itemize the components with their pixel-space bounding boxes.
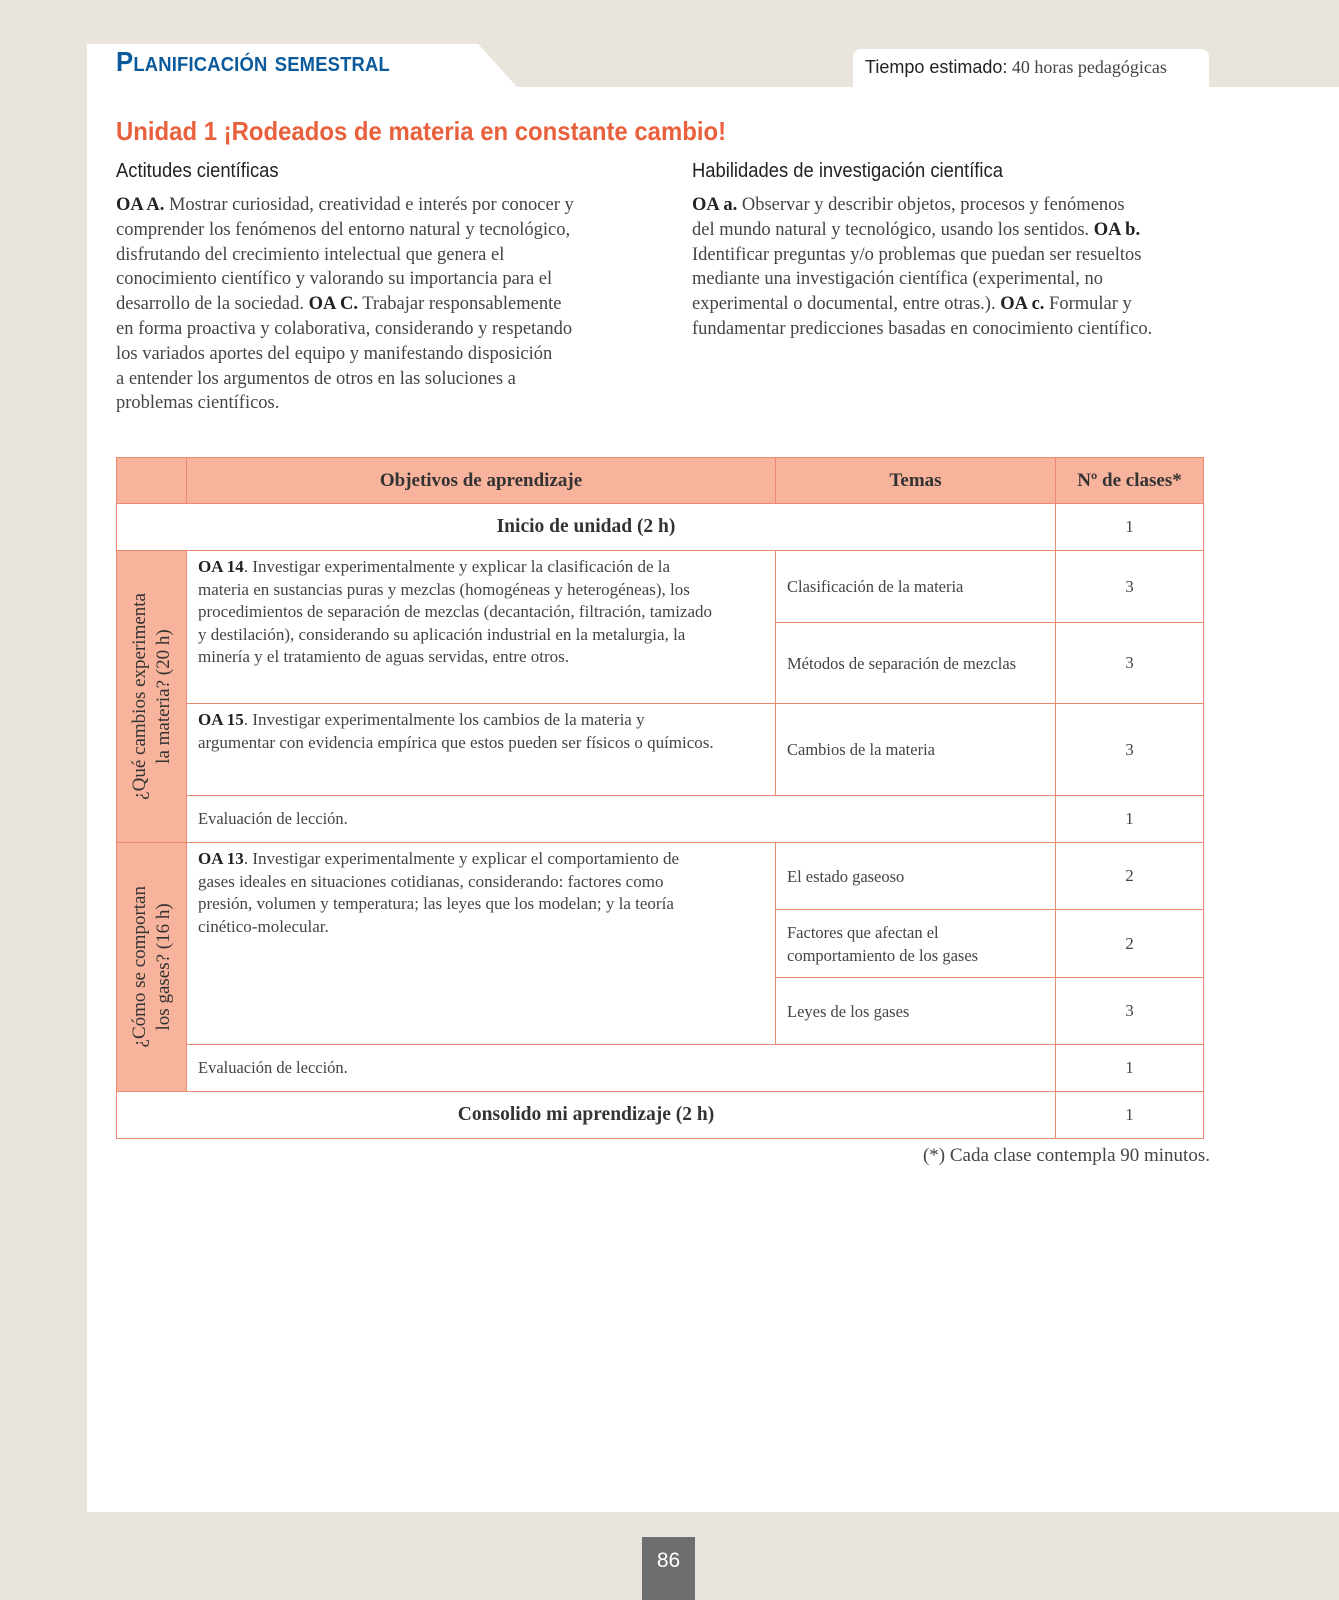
skills-line (692, 294, 1132, 314)
topic-gas-laws: Leyes de los gases (776, 978, 1056, 1045)
attitudes-line (116, 294, 561, 314)
oa15-description: OA 15. Investigar experimentalmente los cambios de la materia y argumentar con evidencia empírica que estos pueden ser físicos o químicos. (187, 704, 776, 796)
topic-separation-methods: Métodos de separación de mezclas (776, 623, 1056, 704)
topic-separation-methods-classes: 3 (1056, 623, 1204, 704)
attitudes-oa-code: OA C. (308, 294, 358, 315)
attitudes-line (116, 344, 552, 364)
attitudes-text-segment: comprender los fenómenos del entorno natural y tecnológico, (116, 219, 571, 240)
skills-line (692, 319, 1152, 339)
attitudes-text-segment: en forma proactiva y colaborativa, considerando y respetando (116, 318, 573, 339)
unit-start-classes: 1 (1056, 504, 1204, 551)
header-blank-cell (117, 458, 187, 504)
attitudes-text-segment: disfrutando del crecimiento intelectual que genera el (116, 244, 505, 265)
skills-text (692, 193, 1212, 342)
attitudes-line (116, 369, 516, 389)
attitudes-line (116, 319, 572, 339)
topic-gas-factors: Factores que afectan el comportamiento de los gases (776, 910, 1056, 978)
skills-line (692, 220, 1140, 240)
lesson1-side-line1: ¿Qué cambios experimenta (128, 593, 150, 800)
closing-label: Consolido mi aprendizaje (2 h) (117, 1092, 1056, 1139)
estimated-time-value: 40 horas pedagógicas (1011, 57, 1167, 77)
closing-classes: 1 (1056, 1092, 1204, 1139)
lesson1-side-line2: la materia? (20 h) (152, 629, 174, 764)
header-classes: Nº de clases* (1056, 458, 1204, 504)
title-tab-slant (478, 44, 518, 88)
table-footnote: (*) Cada clase contempla 90 minutos. (922, 1145, 1210, 1166)
attitudes-text-segment: a entender los argumentos de otros en las soluciones a (116, 368, 516, 389)
attitudes-oa-code: OA A. (116, 195, 165, 215)
table-row (117, 796, 1204, 843)
topic-gas-laws-classes: 3 (1056, 978, 1204, 1045)
oa14-description: OA 14. Investigar experimentalmente y explicar la clasificación de la materia en sustancias puras y mezclas (homogéneas y heterogéneas), los procedimientos de separación de mezclas (decantación, filtración, tamizado y destilación), considerando su aplicación industrial en la metalurgia, la minería y el tratamiento de aguas servidas, entre otros. (187, 551, 776, 704)
attitudes-text-segment: problemas científicos. (116, 393, 280, 414)
attitudes-text-segment: Trabajar responsablemente (357, 294, 562, 315)
skills-text-segment: fundamentar predicciones basadas en conocimiento científico. (692, 318, 1153, 339)
attitudes-line (116, 220, 570, 240)
topic-gaseous-state: El estado gaseoso (776, 843, 1056, 910)
lesson2-side-line2: los gases? (16 h) (152, 903, 174, 1031)
skills-text-segment: Formular y (1044, 294, 1132, 315)
unit-title: Unidad 1 ¡Rodeados de materia en constante cambio! (116, 116, 727, 146)
planning-table (116, 457, 1204, 1139)
oa15-code: OA 15 (198, 710, 244, 729)
attitudes-text-segment: desarrollo de la sociedad. (116, 294, 309, 315)
skills-text-segment: Identificar preguntas y/o problemas que puedan ser resueltos (692, 244, 1142, 265)
skills-oa-code: OA c. (1000, 294, 1045, 315)
lesson2-evaluation: Evaluación de lección. (187, 1045, 1056, 1092)
page-title: Planificación semestral (116, 46, 390, 77)
table-row (117, 504, 1204, 551)
estimated-time (865, 57, 1167, 78)
table-row (117, 843, 1204, 910)
topic-classification-classes: 3 (1056, 551, 1204, 623)
skills-text-segment: experimental o documental, entre otras.). (692, 294, 1001, 315)
skills-oa-code: OA a. (692, 195, 738, 215)
lesson2-side-label (117, 843, 187, 1092)
lesson2-side-line1: ¿Cómo se comportan (128, 886, 150, 1048)
topic-gaseous-state-classes: 2 (1056, 843, 1204, 910)
attitudes-heading: Actitudes científicas (116, 160, 279, 182)
header-topics: Temas (776, 458, 1056, 504)
lesson1-side-label (117, 551, 187, 843)
header-objectives: Objetivos de aprendizaje (187, 458, 776, 504)
attitudes-text-segment: los variados aportes del equipo y manifestando disposición (116, 343, 553, 364)
topic-classification: Clasificación de la materia (776, 551, 1056, 623)
skills-oa-code: OA b. (1093, 219, 1141, 240)
attitudes-text-segment: Mostrar curiosidad, creatividad e interés por conocer y (164, 195, 574, 215)
lesson1-evaluation-classes: 1 (1056, 796, 1204, 843)
attitudes-line (116, 269, 552, 289)
estimated-time-label: Tiempo estimado: (865, 57, 1008, 77)
attitudes-line (116, 393, 279, 413)
topic-gas-factors-classes: 2 (1056, 910, 1204, 978)
skills-text-segment: Observar y describir objetos, procesos y fenómenos (737, 195, 1125, 215)
table-row (117, 704, 1204, 796)
attitudes-text (116, 193, 656, 416)
topic-matter-changes: Cambios de la materia (776, 704, 1056, 796)
oa13-code: OA 13 (198, 849, 244, 868)
table-row (117, 551, 1204, 623)
unit-start-label: Inicio de unidad (2 h) (117, 504, 1056, 551)
skills-text-segment: mediante una investigación científica (experimental, no (692, 269, 1103, 290)
table-row (117, 1045, 1204, 1092)
attitudes-line (116, 195, 574, 215)
table-row (117, 1092, 1204, 1139)
skills-text-segment: del mundo natural y tecnológico, usando los sentidos. (692, 219, 1094, 240)
skills-heading: Habilidades de investigación científica (692, 160, 1003, 182)
skills-line (692, 195, 1125, 215)
attitudes-text-segment: conocimiento científico y valorando su importancia para el (116, 269, 553, 290)
lesson2-evaluation-classes: 1 (1056, 1045, 1204, 1092)
oa14-code: OA 14 (198, 557, 244, 576)
skills-line (692, 269, 1103, 289)
topic-matter-changes-classes: 3 (1056, 704, 1204, 796)
skills-line (692, 245, 1142, 265)
oa13-description: OA 13. Investigar experimentalmente y explicar el comportamiento de gases ideales en situaciones cotidianas, considerando: factores como presión, volumen y temperatura; las leyes que los modelan; y la teoría cinético-molecular. (187, 843, 776, 1045)
lesson1-evaluation: Evaluación de lección. (187, 796, 1056, 843)
attitudes-line (116, 245, 504, 265)
page-number: 86 (642, 1537, 695, 1600)
